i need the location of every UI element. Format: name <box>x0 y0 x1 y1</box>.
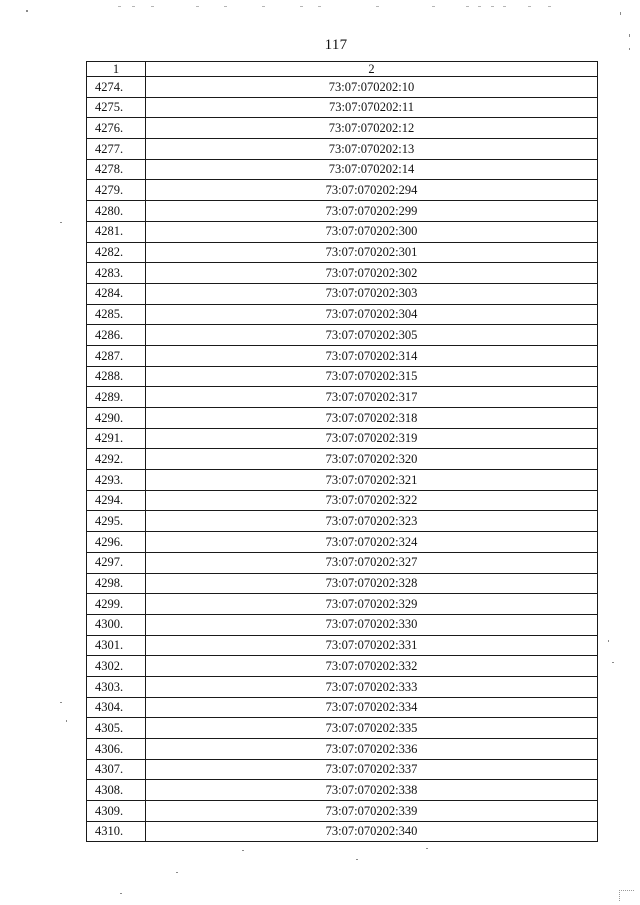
cadastral-number-cell: 73:07:070202:301 <box>146 242 598 263</box>
row-index-cell: 4277. <box>87 139 146 160</box>
row-index-cell: 4281. <box>87 221 146 242</box>
scan-speck <box>612 662 614 663</box>
table-header-row <box>87 62 598 77</box>
row-index-cell: 4292. <box>87 449 146 470</box>
cadastral-number-cell: 73:07:070202:303 <box>146 283 598 304</box>
table-row <box>87 614 598 635</box>
cadastral-number-cell: 73:07:070202:328 <box>146 573 598 594</box>
scan-speck <box>66 720 67 722</box>
table-row <box>87 97 598 118</box>
cadastral-number-cell: 73:07:070202:327 <box>146 552 598 573</box>
scan-speck <box>60 222 62 223</box>
cadastral-number-cell: 73:07:070202:294 <box>146 180 598 201</box>
cadastral-number-cell: 73:07:070202:10 <box>146 77 598 98</box>
column-header-index: 1 <box>87 62 146 77</box>
cadastral-number-cell: 73:07:070202:299 <box>146 201 598 222</box>
cadastral-number-cell: 73:07:070202:337 <box>146 759 598 780</box>
table-row <box>87 201 598 222</box>
table-row <box>87 118 598 139</box>
table-row <box>87 801 598 822</box>
scan-speck <box>608 640 609 642</box>
row-index-cell: 4286. <box>87 325 146 346</box>
column-header-cadastral-number: 2 <box>146 62 598 77</box>
row-index-cell: 4304. <box>87 697 146 718</box>
row-index-cell: 4295. <box>87 511 146 532</box>
table-row <box>87 159 598 180</box>
table-body <box>87 77 598 842</box>
scan-speck <box>242 850 244 851</box>
scan-speck <box>620 12 621 15</box>
table-row <box>87 532 598 553</box>
table-row <box>87 470 598 491</box>
cadastral-number-cell: 73:07:070202:300 <box>146 221 598 242</box>
table-row <box>87 759 598 780</box>
row-index-cell: 4309. <box>87 801 146 822</box>
table-row <box>87 449 598 470</box>
table-row <box>87 304 598 325</box>
row-index-cell: 4283. <box>87 263 146 284</box>
scan-speck <box>426 848 428 849</box>
row-index-cell: 4280. <box>87 201 146 222</box>
row-index-cell: 4303. <box>87 676 146 697</box>
row-index-cell: 4294. <box>87 490 146 511</box>
cadastral-number-cell: 73:07:070202:302 <box>146 263 598 284</box>
row-index-cell: 4301. <box>87 635 146 656</box>
row-index-cell: 4297. <box>87 552 146 573</box>
scan-corner-mark <box>619 890 634 901</box>
row-index-cell: 4279. <box>87 180 146 201</box>
cadastral-number-cell: 73:07:070202:305 <box>146 325 598 346</box>
row-index-cell: 4288. <box>87 366 146 387</box>
row-index-cell: 4291. <box>87 428 146 449</box>
table-row <box>87 490 598 511</box>
row-index-cell: 4287. <box>87 345 146 366</box>
row-index-cell: 4290. <box>87 408 146 429</box>
cadastral-number-cell: 73:07:070202:340 <box>146 821 598 842</box>
cadastral-number-cell: 73:07:070202:322 <box>146 490 598 511</box>
cadastral-number-cell: 73:07:070202:330 <box>146 614 598 635</box>
cadastral-number-cell: 73:07:070202:338 <box>146 780 598 801</box>
table-row <box>87 718 598 739</box>
row-index-cell: 4293. <box>87 470 146 491</box>
table-row <box>87 780 598 801</box>
table-row <box>87 366 598 387</box>
cadastral-number-cell: 73:07:070202:336 <box>146 739 598 760</box>
scan-speck <box>120 893 122 894</box>
row-index-cell: 4306. <box>87 739 146 760</box>
row-index-cell: 4302. <box>87 656 146 677</box>
cadastral-number-cell: 73:07:070202:314 <box>146 345 598 366</box>
cadastral-number-cell: 73:07:070202:12 <box>146 118 598 139</box>
table-row <box>87 573 598 594</box>
cadastral-number-cell: 73:07:070202:315 <box>146 366 598 387</box>
cadastral-number-cell: 73:07:070202:323 <box>146 511 598 532</box>
cadastral-number-cell: 73:07:070202:11 <box>146 97 598 118</box>
table-row <box>87 345 598 366</box>
cadastral-number-cell: 73:07:070202:324 <box>146 532 598 553</box>
table-row <box>87 552 598 573</box>
row-index-cell: 4274. <box>87 77 146 98</box>
scan-speck <box>176 872 178 873</box>
cadastral-number-cell: 73:07:070202:318 <box>146 408 598 429</box>
table-row <box>87 283 598 304</box>
cadastral-number-table <box>86 61 598 842</box>
table-row <box>87 676 598 697</box>
scan-speck <box>60 702 62 703</box>
row-index-cell: 4308. <box>87 780 146 801</box>
table-row <box>87 511 598 532</box>
cadastral-number-cell: 73:07:070202:13 <box>146 139 598 160</box>
page-number: 117 <box>324 37 348 53</box>
row-index-cell: 4276. <box>87 118 146 139</box>
cadastral-number-cell: 73:07:070202:320 <box>146 449 598 470</box>
table-row <box>87 635 598 656</box>
scan-noise-top <box>0 6 640 10</box>
table-row <box>87 594 598 615</box>
table-row <box>87 263 598 284</box>
table-row <box>87 242 598 263</box>
table-row <box>87 821 598 842</box>
scan-speck <box>629 34 630 37</box>
table-row <box>87 428 598 449</box>
table-row <box>87 697 598 718</box>
cadastral-number-cell: 73:07:070202:321 <box>146 470 598 491</box>
cadastral-number-cell: 73:07:070202:335 <box>146 718 598 739</box>
row-index-cell: 4289. <box>87 387 146 408</box>
cadastral-number-cell: 73:07:070202:319 <box>146 428 598 449</box>
row-index-cell: 4275. <box>87 97 146 118</box>
cadastral-number-cell: 73:07:070202:14 <box>146 159 598 180</box>
row-index-cell: 4305. <box>87 718 146 739</box>
cadastral-number-cell: 73:07:070202:332 <box>146 656 598 677</box>
table-row <box>87 139 598 160</box>
cadastral-number-cell: 73:07:070202:317 <box>146 387 598 408</box>
scan-speck <box>629 48 630 50</box>
table-row <box>87 180 598 201</box>
row-index-cell: 4310. <box>87 821 146 842</box>
table-row <box>87 325 598 346</box>
cadastral-number-cell: 73:07:070202:304 <box>146 304 598 325</box>
table-row <box>87 408 598 429</box>
row-index-cell: 4299. <box>87 594 146 615</box>
table-row <box>87 656 598 677</box>
scan-speck <box>26 10 28 12</box>
row-index-cell: 4285. <box>87 304 146 325</box>
table-row <box>87 221 598 242</box>
table-row <box>87 77 598 98</box>
row-index-cell: 4300. <box>87 614 146 635</box>
table-row <box>87 387 598 408</box>
cadastral-number-cell: 73:07:070202:339 <box>146 801 598 822</box>
cadastral-number-cell: 73:07:070202:331 <box>146 635 598 656</box>
cadastral-number-cell: 73:07:070202:333 <box>146 676 598 697</box>
table-row <box>87 739 598 760</box>
row-index-cell: 4296. <box>87 532 146 553</box>
scan-speck <box>356 859 358 860</box>
row-index-cell: 4284. <box>87 283 146 304</box>
row-index-cell: 4298. <box>87 573 146 594</box>
row-index-cell: 4307. <box>87 759 146 780</box>
row-index-cell: 4282. <box>87 242 146 263</box>
cadastral-number-cell: 73:07:070202:334 <box>146 697 598 718</box>
cadastral-number-cell: 73:07:070202:329 <box>146 594 598 615</box>
row-index-cell: 4278. <box>87 159 146 180</box>
